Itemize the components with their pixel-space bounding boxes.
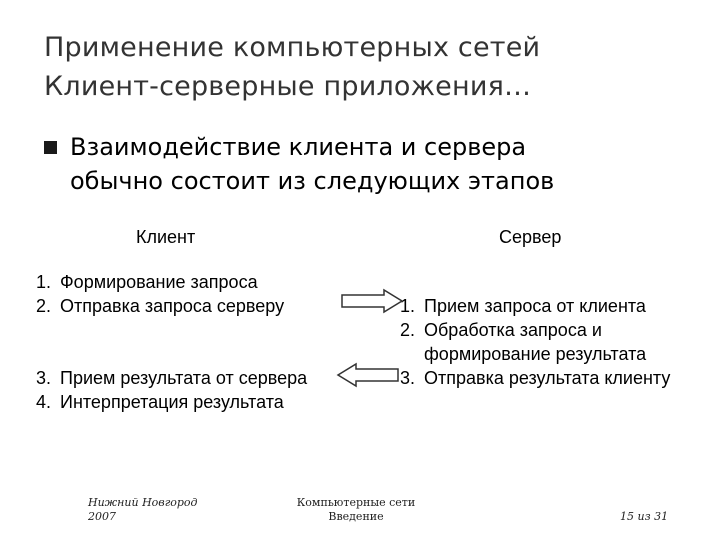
server-heading: Сервер xyxy=(499,227,562,247)
footer-course xyxy=(296,496,416,524)
server-steps xyxy=(400,294,670,390)
response-arrow-left-icon xyxy=(336,362,400,388)
footer-course-name: Компьютерные сети xyxy=(296,496,416,509)
request-arrow-right-icon xyxy=(340,288,404,314)
bullet-text-line-1: Взаимодействие клиента и сервера xyxy=(70,133,527,161)
client-step-4: 4. Интерпретация результата xyxy=(36,392,284,412)
footer-year: 2007 xyxy=(88,510,116,523)
server-step-1: 1. Прием запроса от клиента xyxy=(400,296,646,316)
client-steps-bottom xyxy=(36,366,307,414)
client-steps-top xyxy=(36,270,284,318)
footer-location xyxy=(88,496,198,524)
bullet-text-line-2: обычно состоит из следующих этапов xyxy=(70,167,555,195)
footer-city: Нижний Новгород xyxy=(88,496,198,509)
footer-section: Введение xyxy=(328,510,384,523)
client-step-1: 1. Формирование запроса xyxy=(36,272,258,292)
footer-page-number: 15 из 31 xyxy=(620,510,669,523)
client-step-3: 3. Прием результата от сервера xyxy=(36,368,308,388)
title-line-1: Применение компьютерных сетей xyxy=(44,32,541,63)
client-step-2: 2. Отправка запроса серверу xyxy=(36,296,285,316)
slide-title xyxy=(44,28,540,106)
title-line-2: Клиент-серверные приложения… xyxy=(44,71,532,102)
client-heading: Клиент xyxy=(136,227,196,247)
server-step-2: 2. Обработка запроса и xyxy=(400,320,602,340)
square-bullet-icon xyxy=(44,141,57,154)
server-step-2-continued: формирование результата xyxy=(424,344,647,364)
server-step-3: 3. Отправка результата клиенту xyxy=(400,368,671,388)
